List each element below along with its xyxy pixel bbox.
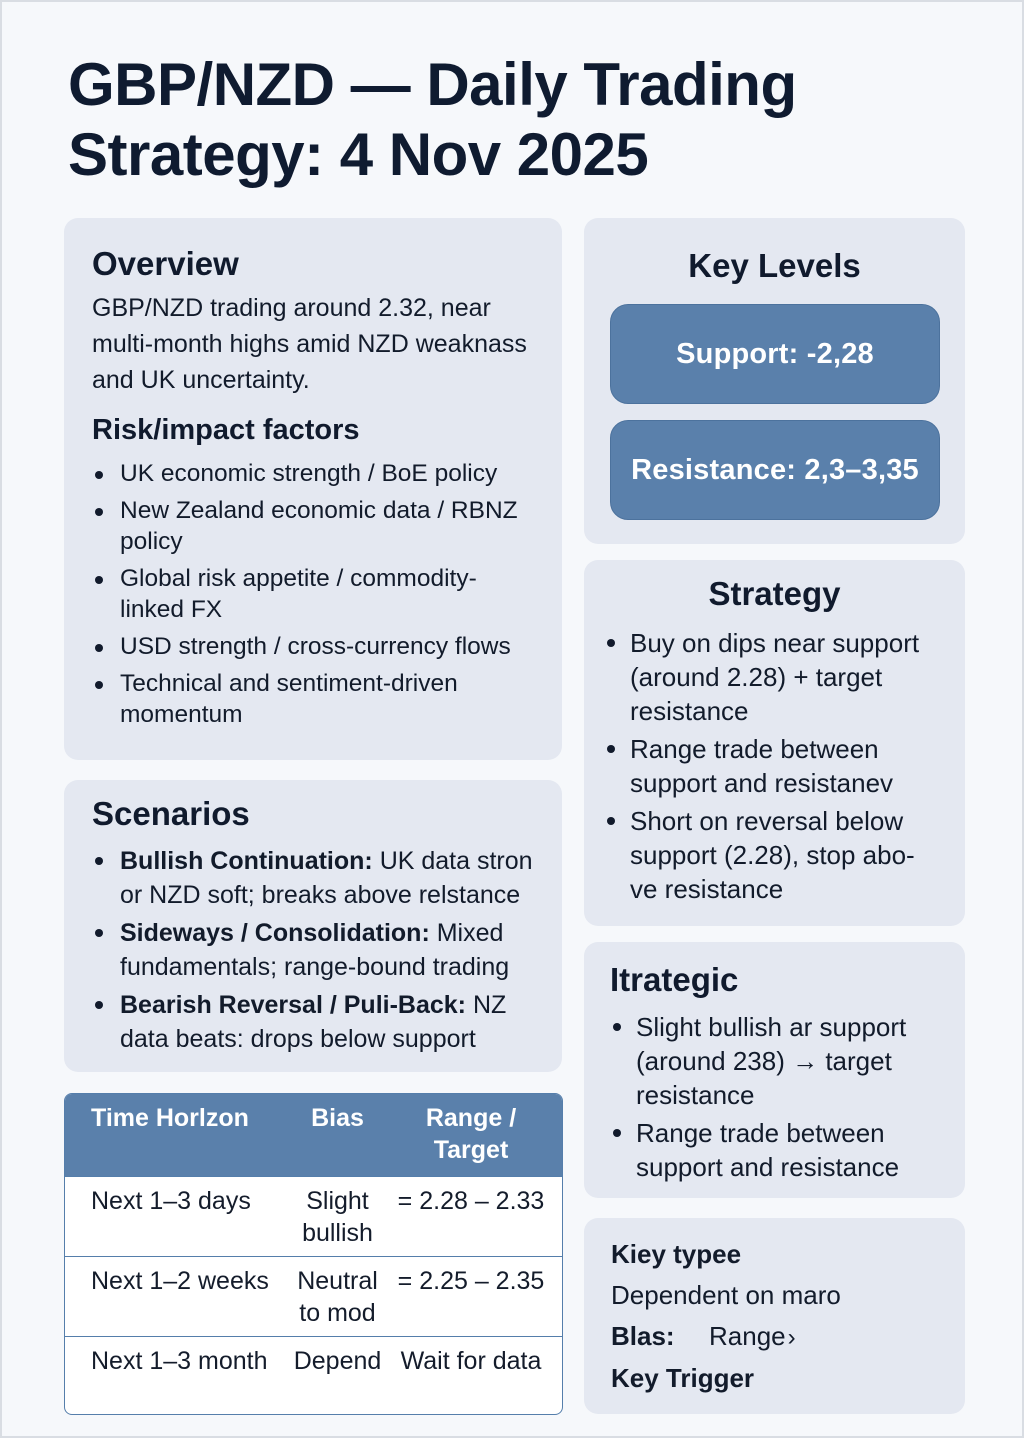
table-row: [65, 1176, 562, 1256]
strategic-card: [584, 942, 965, 1198]
scenario-label: Bearish Reversal / Puli-Back:: [120, 991, 466, 1019]
cell-bias: Depend: [285, 1336, 390, 1415]
scenario-item: [92, 988, 534, 1056]
scenario-item: [92, 916, 534, 984]
time-horizon-table: [64, 1093, 563, 1415]
scenario-text: NZ data beats: drops below support: [120, 991, 507, 1053]
strategic-heading: Itrategic: [610, 961, 739, 998]
table-row: [65, 1256, 562, 1336]
strategic-list: [610, 1010, 939, 1184]
chevron-right-icon[interactable]: ›: [787, 1324, 796, 1351]
key-trigger-label: Key Trigger: [611, 1363, 755, 1393]
cell-bias: Slight bullish: [285, 1176, 390, 1256]
strategy-item: Buy on dips near support (around 2.28) + target resistance: [604, 626, 945, 728]
risk-factor-item: Global risk appetite / commodity-linked FX: [92, 563, 534, 625]
risk-factor-item: Technical and sentiment-driven momentum: [92, 668, 534, 730]
scenario-text: Mixed fundamentals; range-bound trading: [120, 919, 510, 981]
bias-value: Range: [709, 1321, 786, 1351]
overview-text: GBP/NZD trading around 2.32, near multi-month highs amid NZD weaknass and UK uncertainty.: [92, 294, 527, 394]
strategy-card: [584, 560, 965, 926]
scenarios-card: [64, 780, 562, 1072]
key-levels-card: [584, 218, 965, 544]
scenario-label: Sideways / Consolidation:: [120, 919, 430, 947]
cell-time-horizon: Next 1–3 days: [65, 1176, 285, 1256]
strategic-item: Range trade between support and resistance: [610, 1116, 939, 1184]
scenario-label: Bullish Continuation:: [120, 847, 373, 875]
strategy-list: [604, 626, 945, 906]
strategic-item: Slight bullish ar support (around 238) → target resistance: [610, 1010, 939, 1112]
scenarios-heading: Scenarios: [92, 795, 250, 832]
column-header-range-target: Range / Target: [390, 1094, 562, 1176]
strategy-item: Range trade between support and resistanev: [604, 732, 945, 800]
risk-factor-item: New Zealand economic data / RBNZ policy: [92, 495, 534, 557]
overview-heading: Overview: [92, 245, 239, 282]
cell-range-target: = 2.28 – 2.33: [390, 1176, 562, 1256]
cell-time-horizon: Next 1–3 month: [65, 1336, 285, 1415]
risk-factor-item: UK economic strength / BoE policy: [92, 458, 534, 489]
table-row: [65, 1336, 562, 1415]
key-levels-heading: Key Levels: [688, 247, 861, 284]
key-type-text: Dependent on maro: [611, 1280, 841, 1310]
support-level-button[interactable]: Support: -2,28: [610, 304, 940, 404]
table-header-row: [65, 1094, 562, 1176]
cell-bias: Neutral to mod: [285, 1256, 390, 1336]
key-type-heading: Kiey typee: [611, 1239, 742, 1269]
cell-range-target: Wait for data: [390, 1336, 562, 1415]
strategy-heading: Strategy: [708, 575, 841, 612]
resistance-level-button[interactable]: Resistance: 2,3–3,35: [610, 420, 940, 520]
risk-factors-heading: Risk/impact factors: [92, 414, 360, 446]
risk-factors-list: [92, 458, 534, 730]
key-type-card: [584, 1218, 965, 1414]
scenario-text: UK data stron or NZD soft; breaks above relstance: [120, 847, 533, 909]
column-header-bias: Bias: [285, 1094, 390, 1176]
strategy-item: Short on reversal below support (2.28), stop abo- ve resistance: [604, 804, 945, 906]
column-header-time-horizon: Time Horlzon: [65, 1094, 285, 1176]
overview-card: [64, 218, 562, 760]
risk-factor-item: USD strength / cross-currency flows: [92, 631, 534, 662]
page-title: GBP/NZD — Daily Trading Strategy: 4 Nov 2025: [68, 51, 797, 188]
scenarios-list: [92, 844, 534, 1056]
bias-label: Blas:: [611, 1321, 675, 1351]
bias-row[interactable]: [611, 1316, 938, 1358]
scenario-item: [92, 844, 534, 912]
cell-time-horizon: Next 1–2 weeks: [65, 1256, 285, 1336]
cell-range-target: = 2.25 – 2.35: [390, 1256, 562, 1336]
